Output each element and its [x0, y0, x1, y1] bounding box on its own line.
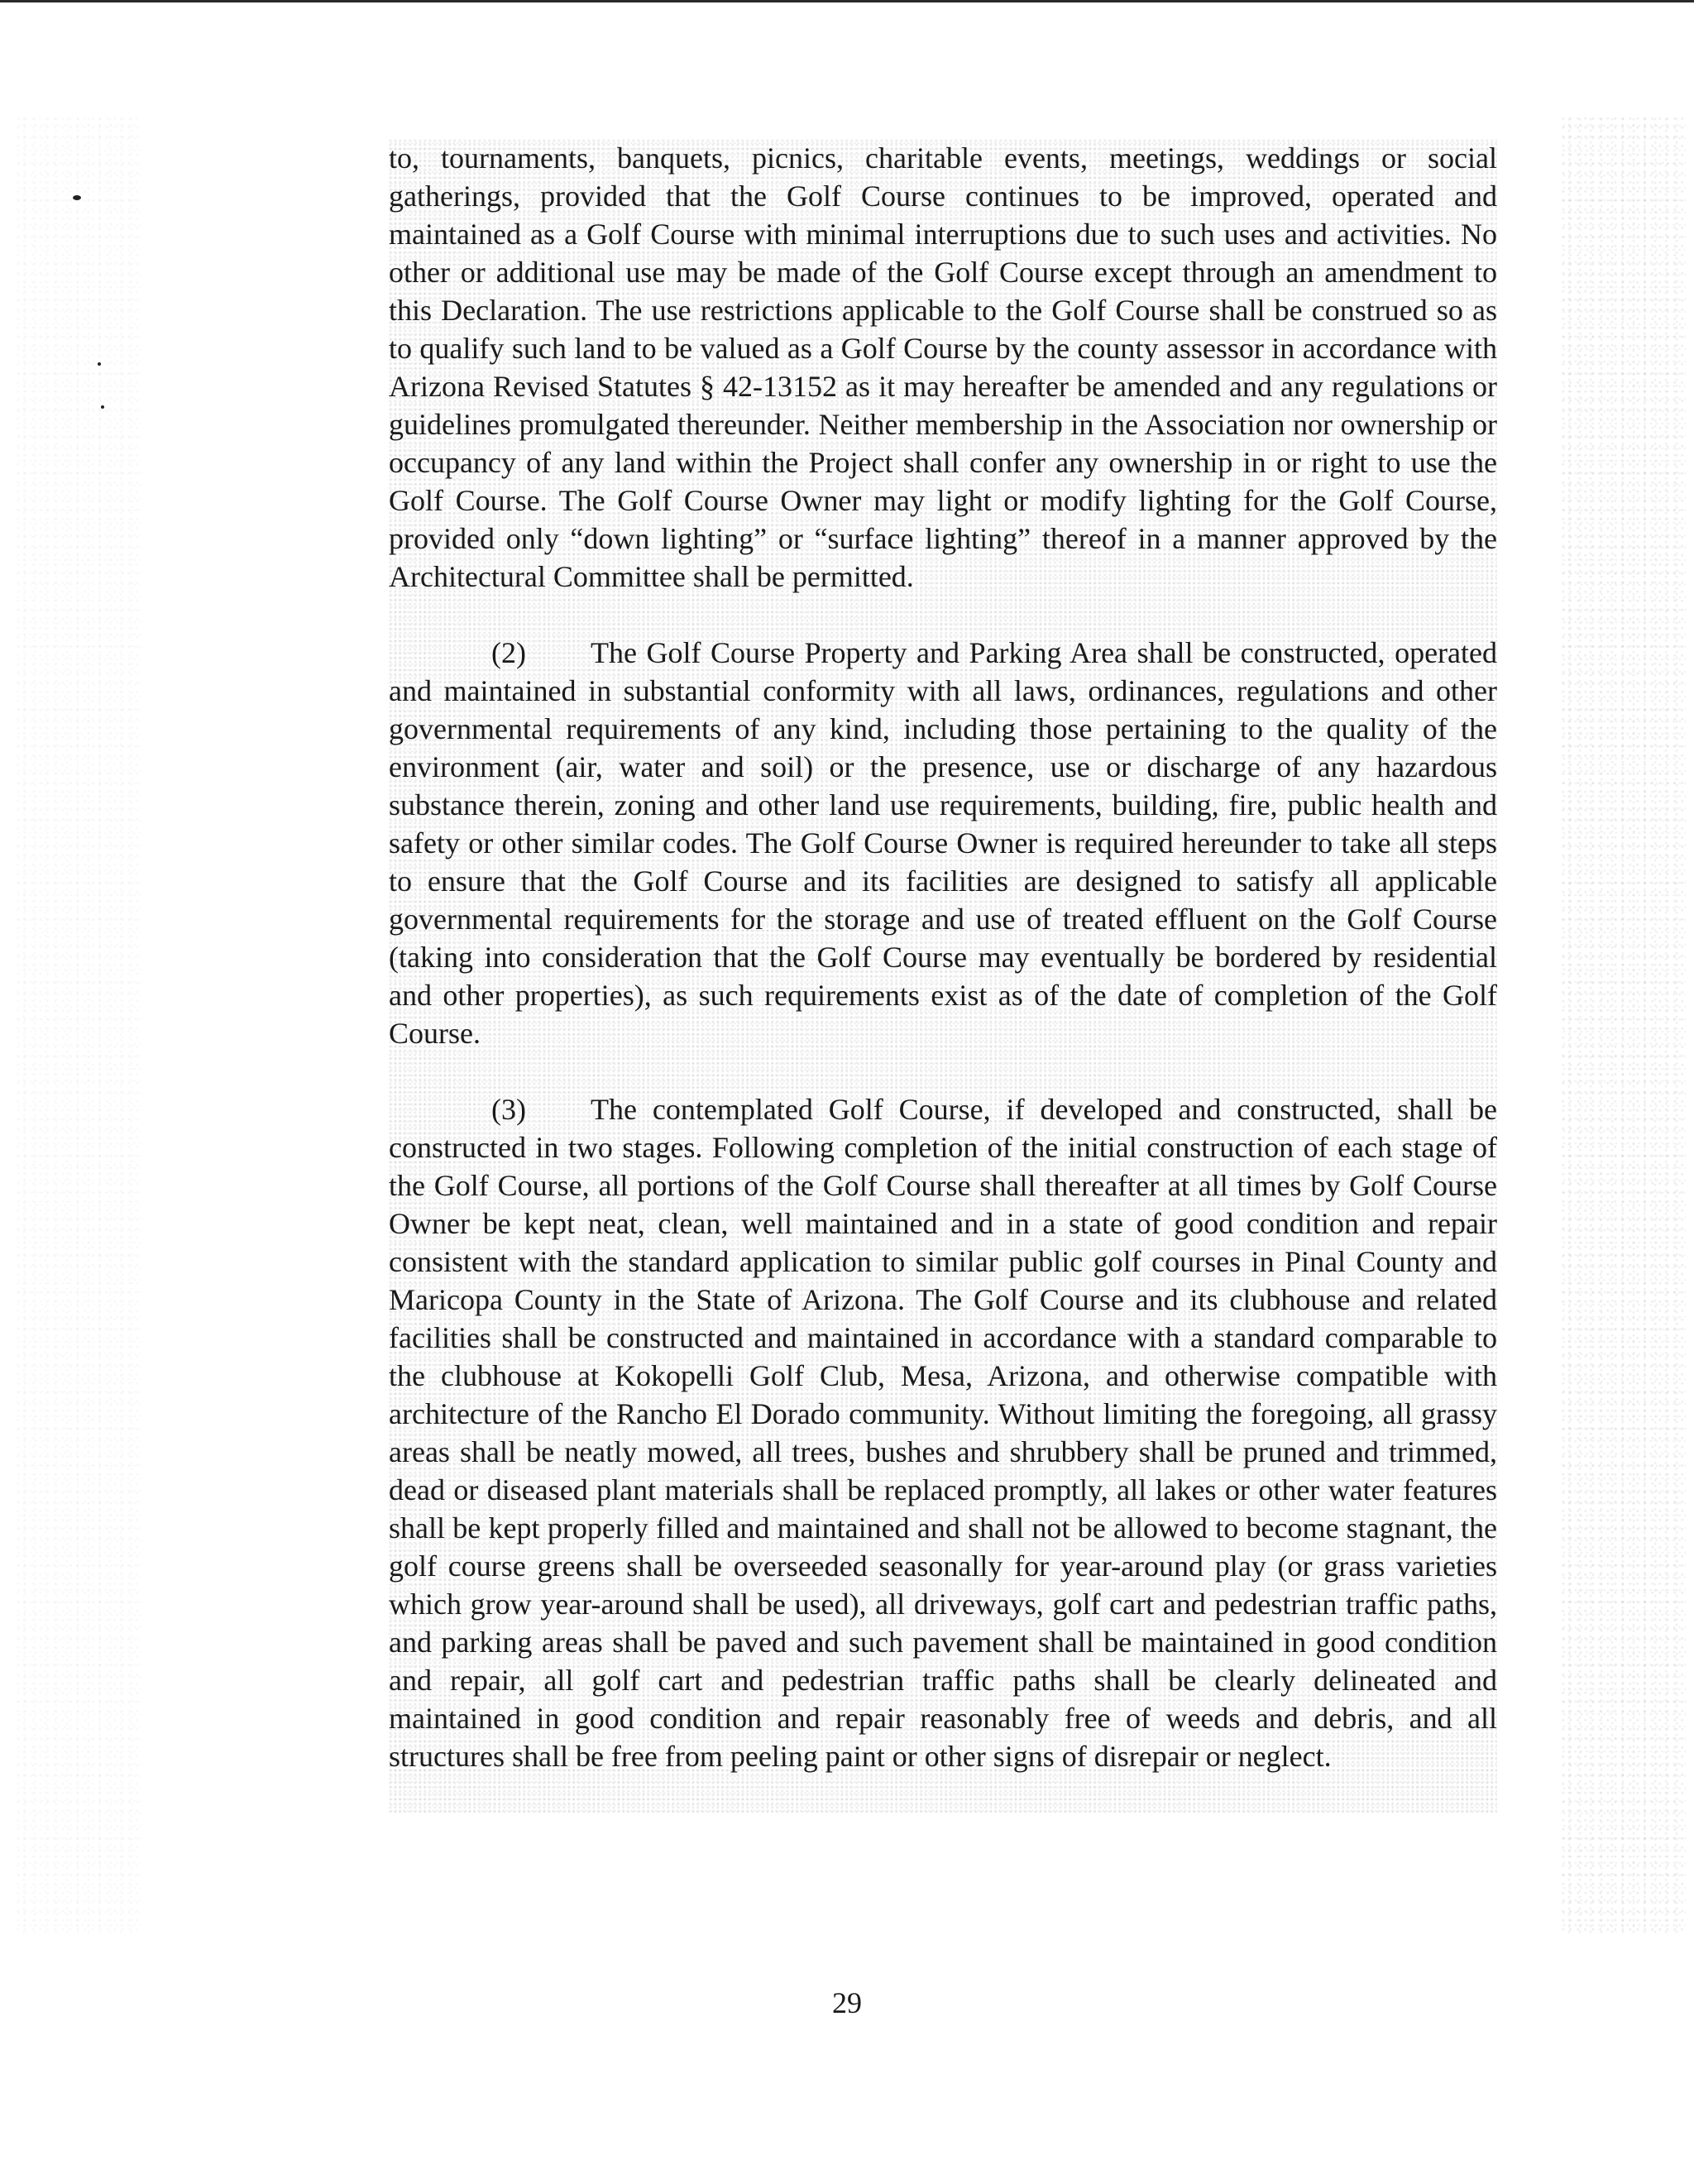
scan-artifact-dot: [98, 362, 101, 366]
section-paragraph-2: [389, 634, 1497, 1052]
page-number: 29: [832, 1986, 862, 2019]
document-body: [389, 139, 1497, 1813]
scan-noise-left: [17, 116, 141, 1936]
scan-artifact-dot: [101, 405, 104, 409]
paragraph-text: The Golf Course Property and Parking Area shall be constructed, operated and maintained in substantial conformity with all laws, ordinances, regulations and other governmental requirements of any kind, including those pertaining to the quality of the environment (air, water and soil) or the presence, use or discharge of any hazardous substance therein, zoning and other land use requirements, building, fire, public health and safety or other similar codes. The Golf Course Owner is required hereunder to take all steps to ensure that the Golf Course and its facilities are designed to satisfy all applicable governmental requirements for the storage and use of treated effluent on the Golf Course (taking into consideration that the Golf Course may eventually be bordered by residential and other properties), as such requirements exist as of the date of completion of the Golf Course.: [389, 636, 1497, 1050]
section-paragraph-3: [389, 1090, 1497, 1775]
scan-top-border: [0, 0, 1694, 2]
paragraph-text: The contemplated Golf Course, if developed and constructed, shall be constructed in two stages. Following completion of the initial construction of each stage of the Golf Course, all portions of the Golf Course shall thereafter at all times by Golf Course Owner be kept neat, clean, well maintained and in a state of good condition and repair consistent with the standard application to similar public golf courses in Pinal County and Maricopa County in the State of Arizona. The Golf Course and its clubhouse and related facilities shall be constructed and maintained in accordance with a standard comparable to the clubhouse at Kokopelli Golf Club, Mesa, Arizona, and otherwise compatible with architecture of the Rancho El Dorado community. Without limiting the foregoing, all grassy areas shall be neatly mowed, all trees, bushes and shrubbery shall be pruned and trimmed, dead or diseased plant materials shall be replaced promptly, all lakes or other water features shall be kept properly filled and maintained and shall not be allowed to become stagnant, the golf course greens shall be overseeded seasonally for year-around play (or grass varieties which grow year-around shall be used), all driveways, golf cart and pedestrian traffic paths, and parking areas shall be paved and such pavement shall be maintained in good condition and repair, all golf cart and pedestrian traffic paths shall be clearly delineated and maintained in good condition and repair reasonably free of weeds and debris, and all structures shall be free from peeling paint or other signs of disrepair or neglect.: [389, 1093, 1497, 1773]
paragraph-number: (3): [491, 1093, 526, 1126]
scan-noise-right: [1562, 116, 1686, 1936]
scan-artifact-dot: [73, 195, 81, 200]
paragraph-number: (2): [491, 636, 526, 669]
continued-paragraph: to, tournaments, banquets, picnics, charitable events, meetings, weddings or social gatherings, provided that the Golf Course continues to be improved, operated and maintained as a Golf Course with minimal interruptions due to such uses and activities. No other or additional use may be made of the Golf Course except through an amendment to this Declaration. The use restrictions applicable to the Golf Course shall be construed so as to qualify such land to be valued as a Golf Course by the county assessor in accordance with Arizona Revised Statutes § 42-13152 as it may hereafter be amended and any regulations or guidelines promulgated thereunder. Neither membership in the Association nor ownership or occupancy of any land within the Project shall confer any ownership in or right to use the Golf Course. The Golf Course Owner may light or modify lighting for the Golf Course, provided only “down lighting” or “surface lighting” thereof in a manner approved by the Architectural Committee shall be permitted.: [389, 141, 1497, 593]
